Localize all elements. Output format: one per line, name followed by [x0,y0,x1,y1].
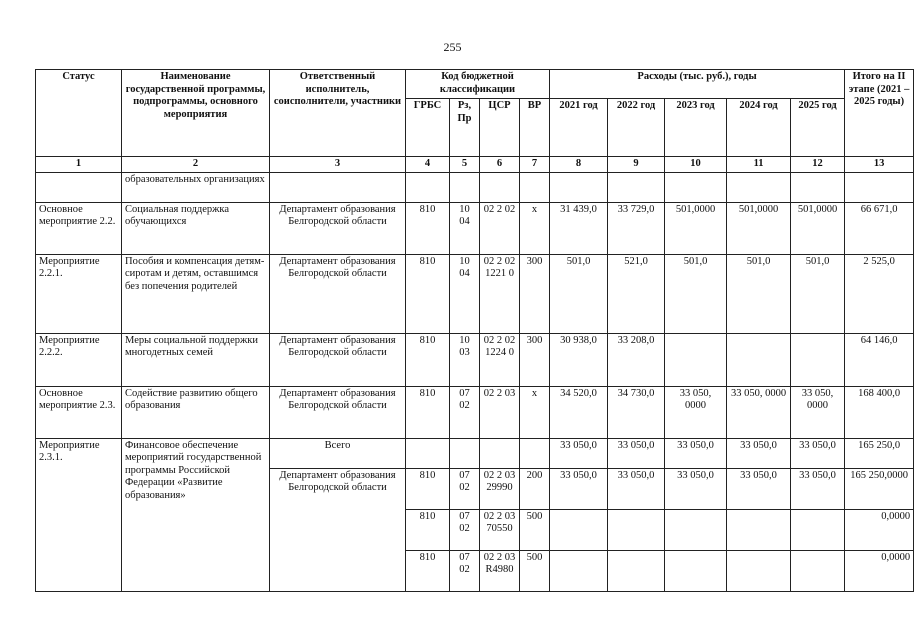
cell-total [845,172,914,202]
cell-2023: 33 050, 0000 [665,386,727,438]
col-number: 8 [550,157,608,173]
cell-rz [450,438,480,468]
cell-csr: 02 2 02 [480,202,520,254]
cell-vr: 500 [520,509,550,550]
cell-grbs [406,438,450,468]
cell-vr: 300 [520,333,550,386]
cell-2025: 501,0 [791,254,845,333]
cell-2025 [791,550,845,591]
cell-2023: 33 050,0 [665,438,727,468]
cell-executor: Департамент образования Белгородской области [270,468,406,550]
col-number: 9 [608,157,665,173]
col-number: 10 [665,157,727,173]
cell-vr: х [520,386,550,438]
header-grbs: ГРБС [406,99,450,157]
header-csr: ЦСР [480,99,520,157]
cell-total: 66 671,0 [845,202,914,254]
cell-executor [270,550,406,591]
cell-2024 [727,333,791,386]
cell-status [36,172,122,202]
cell-rz: 10 04 [450,202,480,254]
cell-2025: 33 050, 0000 [791,386,845,438]
page-number: 255 [443,40,462,54]
header-status: Статус [36,70,122,157]
cell-name: образовательных организациях [122,172,270,202]
cell-name: Социальная поддержка обучающихся [122,202,270,254]
cell-2021: 33 050,0 [550,438,608,468]
table-row [36,438,914,468]
cell-2023 [665,550,727,591]
cell-rz: 07 02 [450,386,480,438]
cell-vr: 200 [520,468,550,509]
cell-2021 [550,509,608,550]
table-row [36,386,914,438]
table-row [36,333,914,386]
header-year-2021: 2021 год [550,99,608,157]
cell-csr: 02 2 02 1224 0 [480,333,520,386]
cell-2023: 501,0000 [665,202,727,254]
cell-2022: 33 050,0 [608,468,665,509]
cell-csr: 02 2 03 [480,386,520,438]
cell-2022 [608,172,665,202]
cell-2022: 34 730,0 [608,386,665,438]
cell-executor [270,172,406,202]
cell-executor-all: Всего [270,438,406,468]
cell-2021 [550,550,608,591]
cell-2021: 501,0 [550,254,608,333]
cell-rz: 07 02 [450,550,480,591]
cell-2023 [665,509,727,550]
cell-2025 [791,333,845,386]
cell-2024: 501,0 [727,254,791,333]
cell-executor: Департамент образования Белгородской области [270,202,406,254]
table-row [36,202,914,254]
cell-2025: 33 050,0 [791,438,845,468]
cell-total: 168 400,0 [845,386,914,438]
cell-2024: 33 050, 0000 [727,386,791,438]
cell-csr: 02 2 03 70550 [480,509,520,550]
col-number: 4 [406,157,450,173]
cell-2024 [727,172,791,202]
col-number: 3 [270,157,406,173]
header-year-2025: 2025 год [791,99,845,157]
cell-total: 165 250,0 [845,438,914,468]
cell-executor: Департамент образования Белгородской области [270,333,406,386]
cell-2023: 33 050,0 [665,468,727,509]
header-row-1 [36,70,914,99]
cell-2021: 30 938,0 [550,333,608,386]
cell-vr: 300 [520,254,550,333]
cell-2021: 33 050,0 [550,468,608,509]
cell-grbs [406,172,450,202]
header-rz-pr: Рз, Пр [450,99,480,157]
col-number: 5 [450,157,480,173]
cell-total: 165 250,0000 [845,468,914,509]
budget-table [35,69,914,592]
column-number-row [36,157,914,173]
cell-vr [520,438,550,468]
col-number: 11 [727,157,791,173]
cell-rz: 10 04 [450,254,480,333]
cell-2021: 34 520,0 [550,386,608,438]
cell-total: 64 146,0 [845,333,914,386]
col-number: 2 [122,157,270,173]
cell-2023: 501,0 [665,254,727,333]
cell-grbs: 810 [406,254,450,333]
cell-2022: 33 729,0 [608,202,665,254]
cell-total: 0,0000 [845,509,914,550]
cell-name: Финансовое обеспечение мероприятий государственной программы Российской Федерации «Развитие образования» [122,438,270,591]
cell-rz: 07 02 [450,509,480,550]
cell-grbs: 810 [406,468,450,509]
cell-vr [520,172,550,202]
cell-name: Пособия и компенсация детям-сиротам и детям, оставшимся без попечения родителей [122,254,270,333]
cell-2023 [665,333,727,386]
table-row [36,254,914,333]
cell-rz: 07 02 [450,468,480,509]
cell-executor: Департамент образования Белгородской области [270,386,406,438]
header-year-2022: 2022 год [608,99,665,157]
cell-grbs: 810 [406,550,450,591]
cell-status: Основное мероприятие 2.3. [36,386,122,438]
cell-name: Меры социальной поддержки многодетных семей [122,333,270,386]
col-number: 1 [36,157,122,173]
col-number: 6 [480,157,520,173]
table-row [36,172,914,202]
cell-csr: 02 2 02 1221 0 [480,254,520,333]
cell-rz [450,172,480,202]
cell-2022 [608,550,665,591]
cell-grbs: 810 [406,202,450,254]
cell-2024 [727,509,791,550]
cell-2024: 501,0000 [727,202,791,254]
cell-2021 [550,172,608,202]
header-year-2023: 2023 год [665,99,727,157]
header-year-2024: 2024 год [727,99,791,157]
cell-2025 [791,172,845,202]
header-expenses: Расходы (тыс. руб.), годы [550,70,845,99]
cell-2022: 521,0 [608,254,665,333]
cell-rz: 10 03 [450,333,480,386]
cell-name: Содействие развитию общего образования [122,386,270,438]
cell-csr [480,172,520,202]
cell-status: Основное мероприятие 2.2. [36,202,122,254]
cell-executor: Департамент образования Белгородской области [270,254,406,333]
cell-2025: 501,0000 [791,202,845,254]
cell-2022: 33 208,0 [608,333,665,386]
cell-vr: 500 [520,550,550,591]
cell-status: Мероприятие 2.3.1. [36,438,122,591]
cell-2021: 31 439,0 [550,202,608,254]
header-total: Итого на II этапе (2021 – 2025 годы) [845,70,914,157]
cell-csr [480,438,520,468]
cell-grbs: 810 [406,386,450,438]
cell-grbs: 810 [406,509,450,550]
col-number: 12 [791,157,845,173]
cell-grbs: 810 [406,333,450,386]
cell-2022 [608,509,665,550]
cell-2025: 33 050,0 [791,468,845,509]
cell-csr: 02 2 03 R4980 [480,550,520,591]
cell-2023 [665,172,727,202]
cell-status: Мероприятие 2.2.2. [36,333,122,386]
col-number: 7 [520,157,550,173]
cell-2025 [791,509,845,550]
header-executor: Ответственный исполнитель, соисполнители, участники [270,70,406,157]
cell-csr: 02 2 03 29990 [480,468,520,509]
cell-status: Мероприятие 2.2.1. [36,254,122,333]
cell-total: 2 525,0 [845,254,914,333]
cell-vr: х [520,202,550,254]
header-name: Наименование государственной программы, подпрограммы, основного мероприятия [122,70,270,157]
cell-2024: 33 050,0 [727,468,791,509]
header-vr: ВР [520,99,550,157]
cell-2022: 33 050,0 [608,438,665,468]
col-number: 13 [845,157,914,173]
cell-total: 0,0000 [845,550,914,591]
header-budget-code: Код бюджетной классификации [406,70,550,99]
cell-2024: 33 050,0 [727,438,791,468]
cell-2024 [727,550,791,591]
